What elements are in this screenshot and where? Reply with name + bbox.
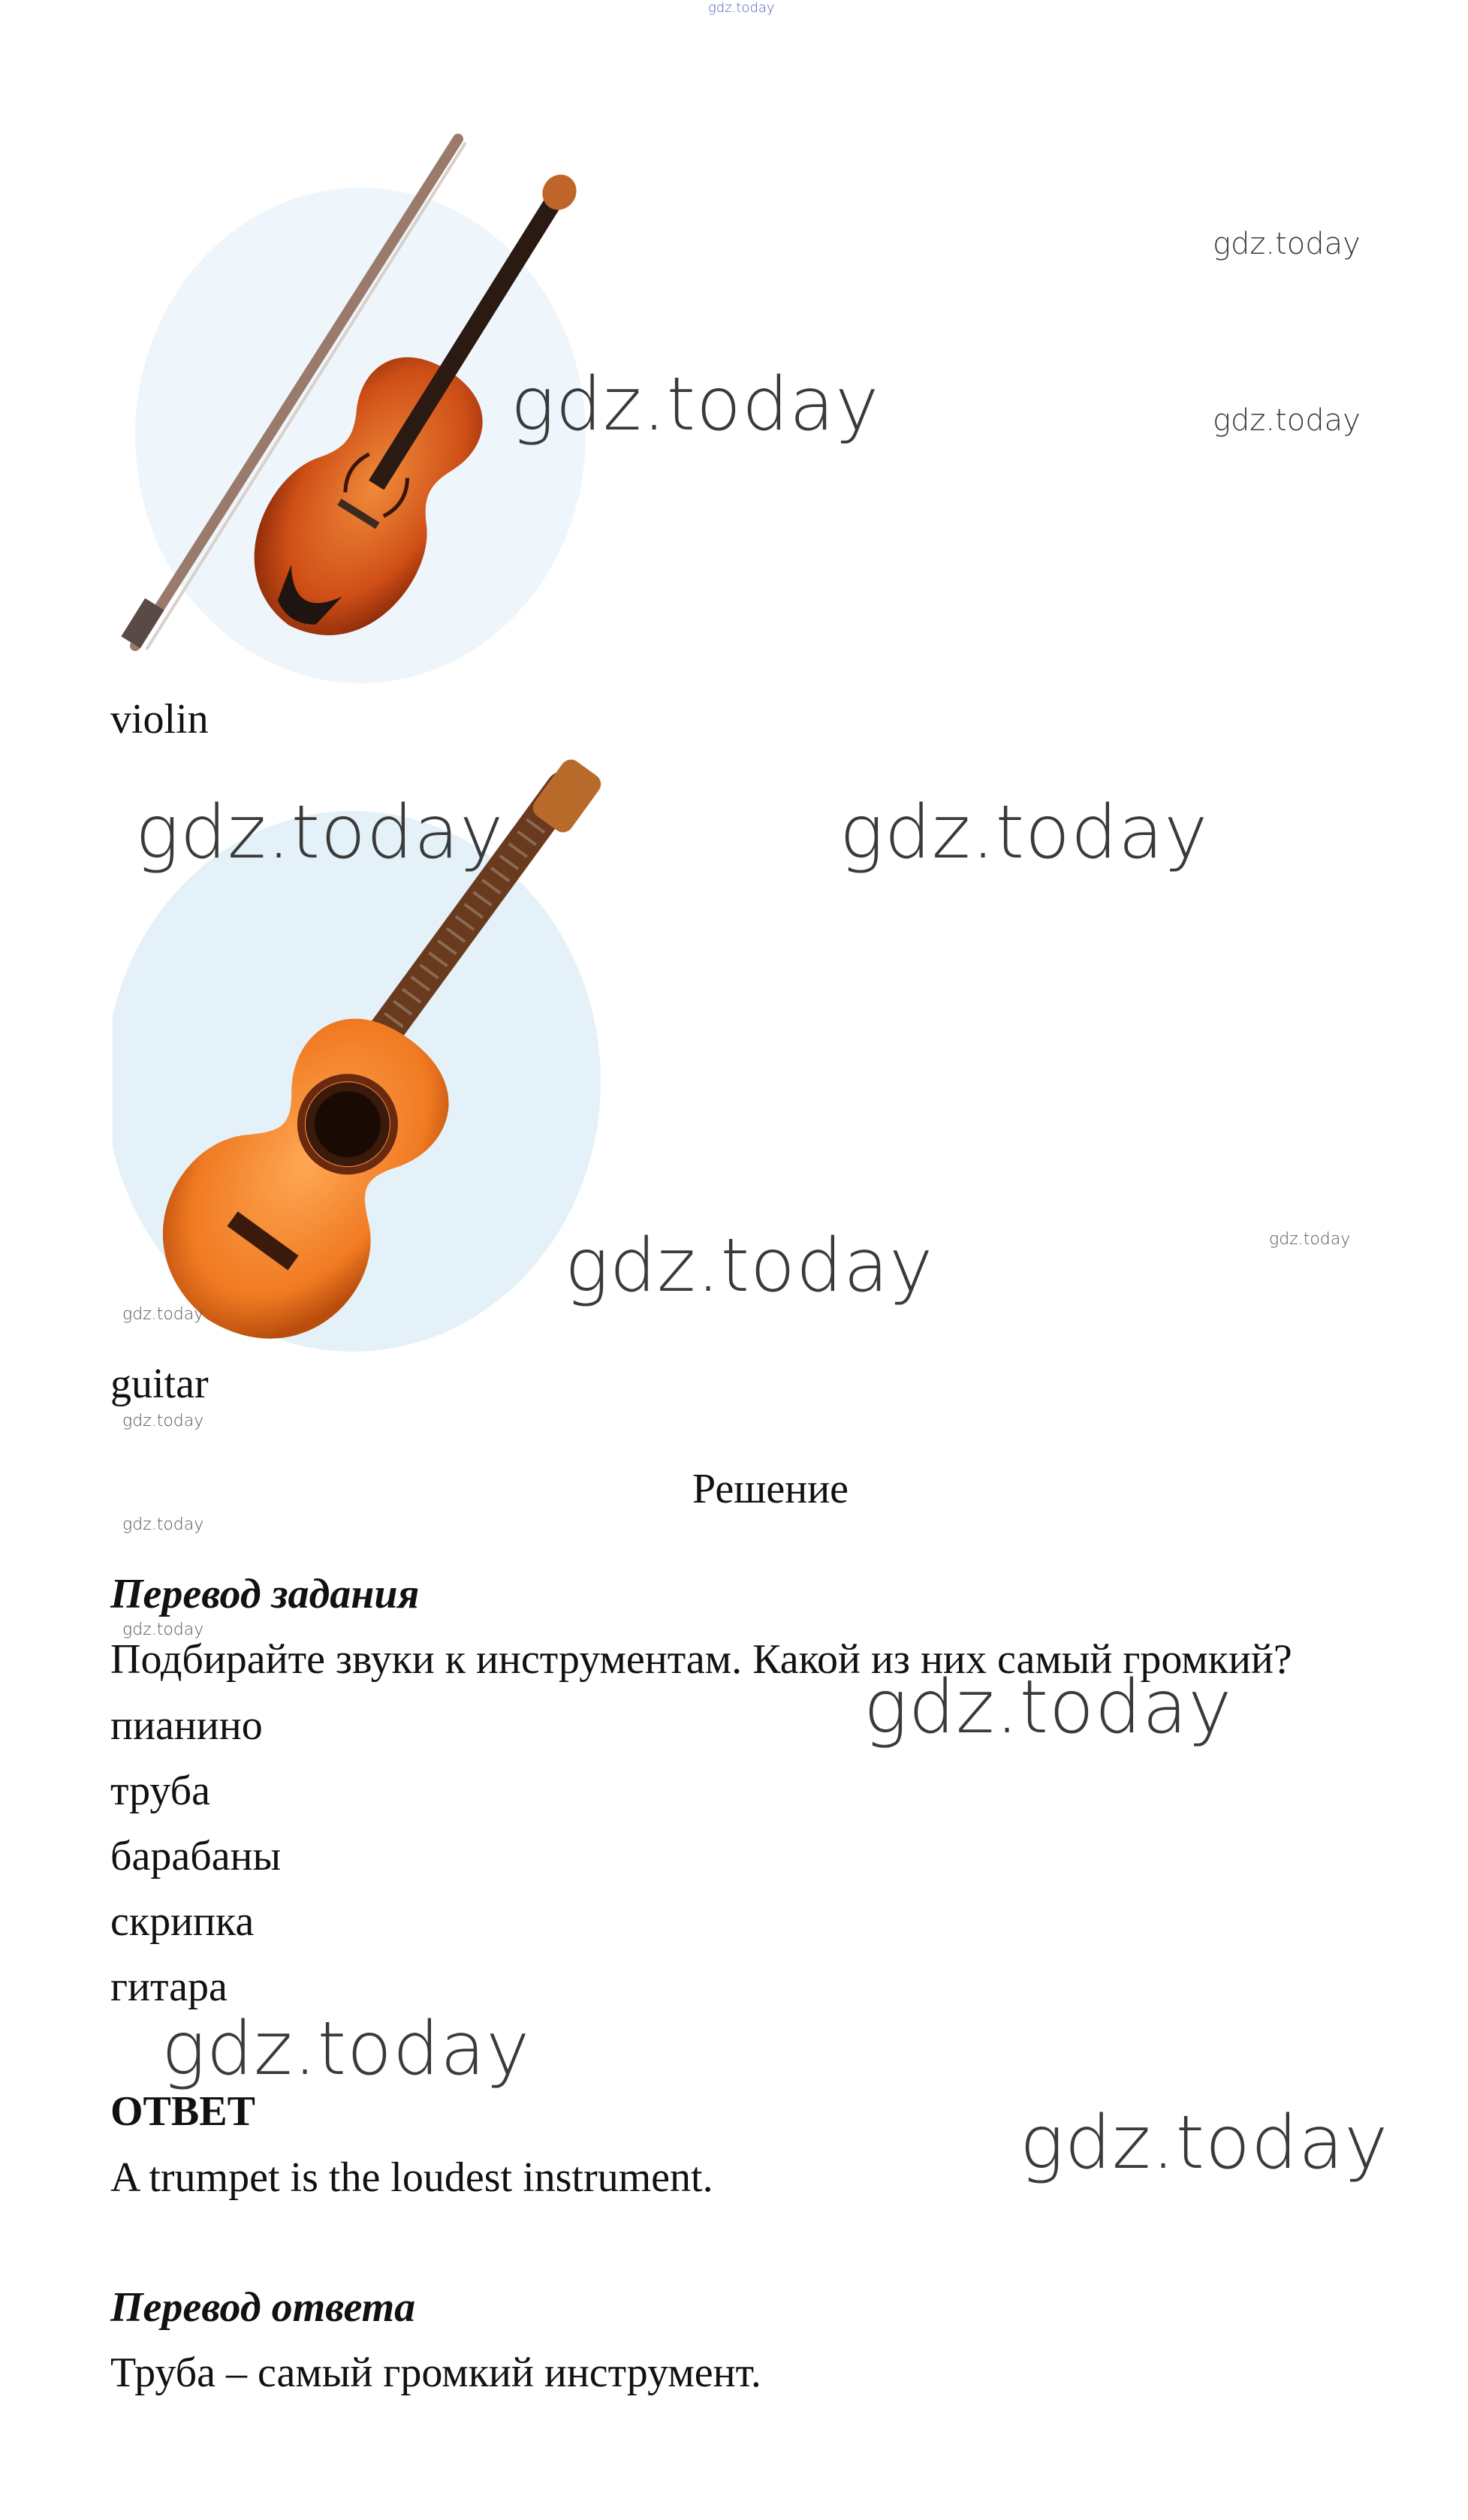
task-translation-text: Подбирайте звуки к инструментам. Какой из них самый громкий? <box>110 1636 1292 1683</box>
watermark: gdz.today <box>1020 2100 1389 2186</box>
watermark-top: gdz.today <box>708 0 775 16</box>
instrument-item: скрипка <box>110 1898 255 1945</box>
watermark: gdz.today <box>122 1620 204 1639</box>
watermark: gdz.today <box>565 1223 934 1309</box>
solution-heading: Решение <box>692 1466 849 1512</box>
task-translation-heading: Перевод задания <box>110 1571 420 1617</box>
answer-translation-heading: Перевод ответа <box>110 2284 416 2331</box>
watermark: gdz.today <box>161 2006 531 2092</box>
instrument-item: пианино <box>110 1702 263 1749</box>
watermark: gdz.today <box>1213 227 1361 261</box>
answer-text: A trumpet is the loudest instrument. <box>110 2154 713 2201</box>
watermark: gdz.today <box>511 362 880 448</box>
watermark: gdz.today <box>1213 403 1361 438</box>
watermark: gdz.today <box>1269 1230 1351 1249</box>
instrument-item: гитара <box>110 1964 228 2010</box>
instrument-item: барабаны <box>110 1833 282 1879</box>
watermark: gdz.today <box>840 790 1209 876</box>
watermark: gdz.today <box>864 1665 1233 1750</box>
answer-heading: ОТВЕТ <box>110 2088 255 2135</box>
instrument-item: труба <box>110 1768 211 1814</box>
watermark: gdz.today <box>135 790 505 876</box>
guitar-caption: guitar <box>110 1361 209 1407</box>
watermark: gdz.today <box>122 1412 204 1430</box>
answer-translation-text: Труба – самый громкий инструмент. <box>110 2350 761 2396</box>
watermark: gdz.today <box>122 1305 204 1324</box>
watermark: gdz.today <box>122 1515 204 1534</box>
violin-caption: violin <box>110 696 209 743</box>
